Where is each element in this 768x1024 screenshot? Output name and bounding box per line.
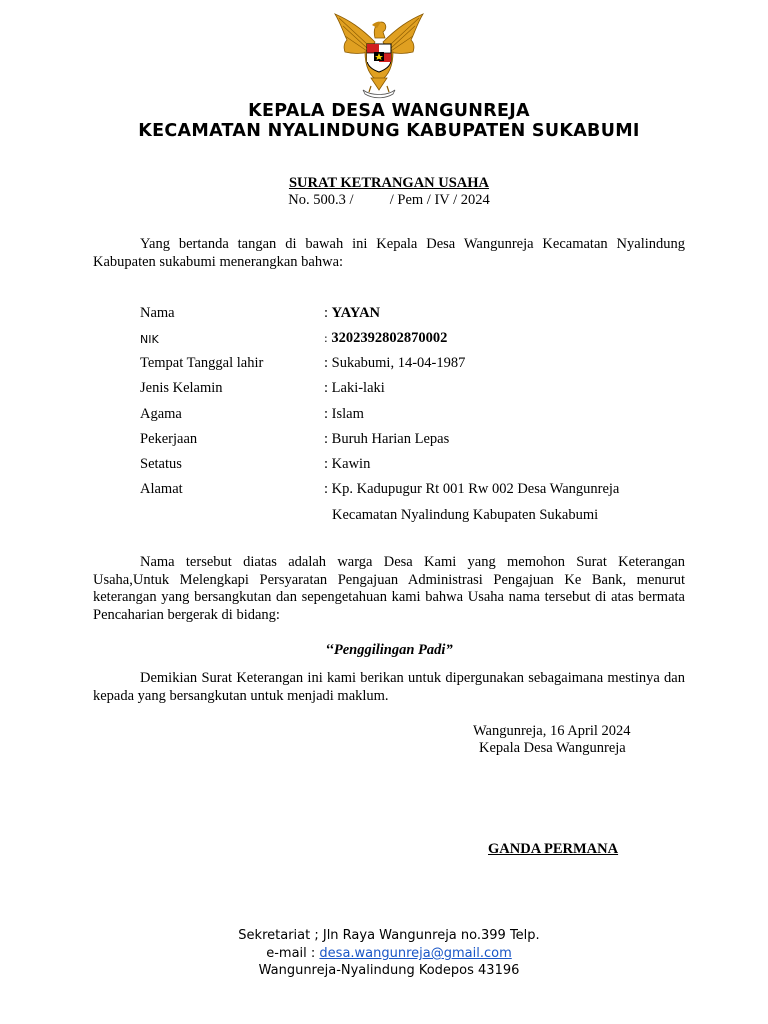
intro-paragraph: Yang bertanda tangan di bawah ini Kepala Desa Wangunreja Kecamatan Nyalindung Kabupaten sukabumi menerangkan bahwa: [93, 236, 685, 270]
field-value-jenis-kelamin [324, 380, 385, 397]
status-value: Kawin [331, 456, 371, 472]
footer-postal: Wangunreja-Nyalindung Kodepos 43196 [258, 963, 520, 978]
field-label-pekerjaan: Pekerjaan [140, 431, 198, 447]
letter-number: No. 500.3 / / Pem / IV / 2024 [288, 192, 490, 208]
field-separator: : [324, 456, 329, 472]
header-line-2: KECAMATAN NYALINDUNG KABUPATEN SUKABUMI [138, 121, 640, 141]
header-line-1: KEPALA DESA WANGUNREJA [248, 101, 530, 121]
signatory-title: Kepala Desa Wangunreja [479, 740, 626, 756]
field-separator: : [324, 406, 329, 422]
field-value-status [324, 456, 370, 473]
field-label-ttl: Tempat Tanggal lahir [140, 355, 264, 371]
field-label-alamat: Alamat [140, 481, 183, 497]
signatory-name: GANDA PERMANA [488, 841, 619, 857]
field-label-nik: NIK [140, 333, 159, 346]
footer-email-prefix: e-mail : [266, 946, 320, 961]
field-label-jenis-kelamin: Jenis Kelamin [140, 380, 223, 396]
pekerjaan-value: Buruh Harian Lepas [331, 431, 450, 447]
letter-title: SURAT KETRANGAN USAHA [288, 175, 490, 191]
field-separator: : [324, 431, 329, 447]
field-value-nik [324, 330, 447, 347]
alamat-value-line-1: Kp. Kadupugur Rt 001 Rw 002 Desa Wangunreja [331, 481, 620, 497]
body-paragraph: Nama tersebut diatas adalah warga Desa Kami yang memohon Surat Keterangan Usaha,Untuk Melengkapi Persyaratan Pengajuan Administrasi Pengajuan Ke Bank, menurut keterangan yang bersangkutan dan sepengetahuan kami bahwa Usaha nama tersebut di atas bermata Pencaharian bergerak di bidang: [93, 554, 685, 623]
garuda-emblem-icon [331, 8, 427, 102]
nama-value: YAYAN [331, 305, 381, 321]
field-value-alamat [324, 481, 619, 498]
field-label-status: Setatus [140, 456, 182, 472]
footer-email [0, 946, 768, 961]
field-separator: : [324, 481, 329, 497]
nik-value: 3202392802870002 [331, 330, 448, 346]
field-label-agama: Agama [140, 406, 182, 422]
field-label-nama: Nama [140, 305, 175, 321]
field-value-pekerjaan [324, 431, 449, 448]
jenis-kelamin-value: Laki-laki [331, 380, 385, 396]
closing-paragraph: Demikian Surat Keterangan ini kami berikan untuk dipergunakan sebagaimana mestinya dan kepada yang bersangkutan untuk menjadi maklum. [93, 670, 685, 704]
field-value-nama [324, 305, 380, 322]
field-value-ttl [324, 355, 465, 372]
field-separator: : [324, 355, 329, 371]
field-value-agama [324, 406, 364, 423]
place-date: Wangunreja, 16 April 2024 [473, 723, 631, 739]
email-link[interactable]: desa.wangunreja@gmail.com [319, 946, 512, 961]
agama-value: Islam [331, 406, 364, 422]
business-field: ‘‘Penggilingan Padi” [325, 642, 453, 658]
field-separator: : [324, 380, 329, 396]
ttl-value: Sukabumi, 14-04-1987 [331, 355, 466, 371]
field-separator: : [324, 332, 328, 345]
footer-address: Sekretariat ; Jln Raya Wangunreja no.399 Telp. [238, 928, 540, 943]
alamat-value-line-2: Kecamatan Nyalindung Kabupaten Sukabumi [332, 507, 599, 523]
field-separator: : [324, 305, 329, 321]
